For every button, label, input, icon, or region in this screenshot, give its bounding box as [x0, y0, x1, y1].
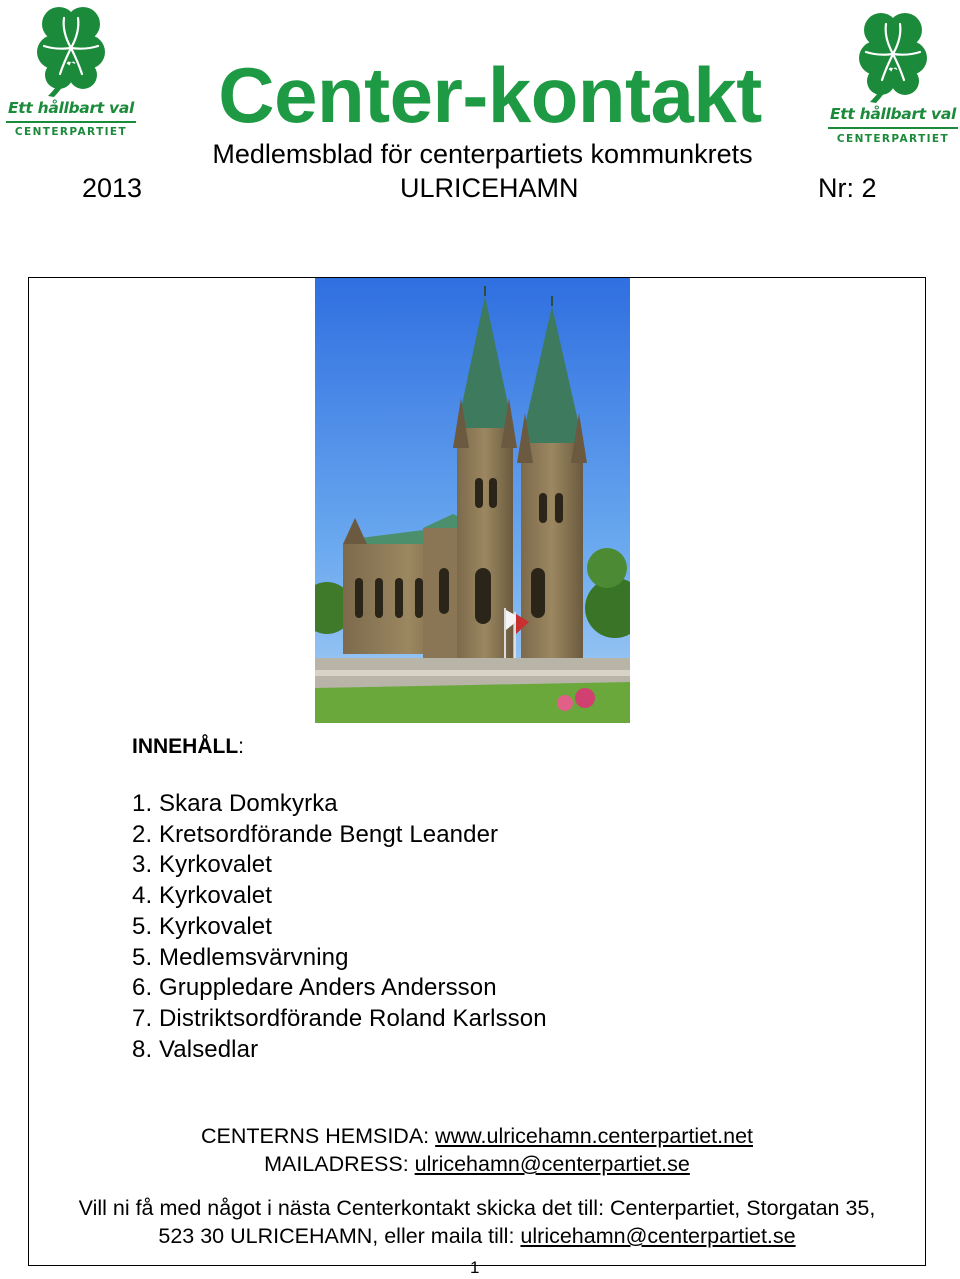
submission-email-link[interactable]: ulricehamn@centerpartiet.se [520, 1224, 796, 1248]
issue-place: ULRICEHAMN [400, 173, 579, 203]
page-number: 1 [470, 1258, 480, 1277]
issue-number: Nr: 2 [818, 173, 877, 203]
toc-item: 5. Medlemsvärvning [132, 943, 349, 971]
logo-tagline: Ett hållbart val [829, 105, 956, 123]
cathedral-photo [315, 278, 630, 723]
toc-item: 1. Skara Domkyrka [132, 790, 338, 817]
email-link[interactable]: ulricehamn@centerpartiet.se [414, 1152, 690, 1176]
submission-text: 523 30 ULRICEHAMN, eller maila till: [158, 1224, 521, 1248]
toc-item: 7. Distriktsordförande Roland Karlsson [132, 1004, 547, 1032]
website-line [28, 1122, 926, 1150]
toc-heading-bold: INNEHÅLL [132, 735, 239, 758]
logo-tagline: Ett hållbart val [7, 99, 134, 117]
four-leaf-clover-icon [826, 6, 960, 104]
logo-party-name: CENTERPARTIET [14, 126, 128, 138]
toc-heading-tail: : [238, 735, 245, 758]
issue-year: 2013 [82, 173, 143, 203]
logo-rule [6, 121, 136, 123]
logo-rule [828, 127, 958, 129]
toc-item: 2. Kretsordförande Bengt Leander [132, 820, 499, 848]
toc-item: 6. Gruppledare Anders Andersson [132, 974, 497, 1002]
toc-heading [132, 733, 244, 761]
newsletter-subtitle: Medlemsblad för centerpartiets kommunkrets [212, 139, 753, 169]
email-line [28, 1150, 926, 1178]
four-leaf-clover-icon [4, 2, 138, 98]
newsletter-title: Center-kontakt [218, 51, 762, 139]
toc-item: 3. Kyrkovalet [132, 851, 273, 879]
submission-line-2 [28, 1222, 926, 1250]
toc-item: 4. Kyrkovalet [132, 882, 273, 910]
email-label: MAILADRESS: [264, 1152, 415, 1176]
centerpartiet-logo-left [4, 2, 138, 142]
toc-item: 8. Valsedlar [132, 1035, 259, 1063]
toc-list [132, 789, 547, 1065]
centerpartiet-logo-right [826, 6, 960, 148]
website-link[interactable]: www.ulricehamn.centerpartiet.net [435, 1124, 753, 1148]
contact-links [28, 1122, 926, 1178]
website-label: CENTERNS HEMSIDA: [200, 1124, 436, 1148]
toc-item: 5. Kyrkovalet [132, 912, 273, 940]
submission-line-1: Vill ni få med något i nästa Centerkontakt skicka det till: Centerpartiet, Storgatan 35, [78, 1196, 876, 1220]
logo-party-name: CENTERPARTIET [836, 133, 950, 145]
submission-note [28, 1194, 926, 1250]
